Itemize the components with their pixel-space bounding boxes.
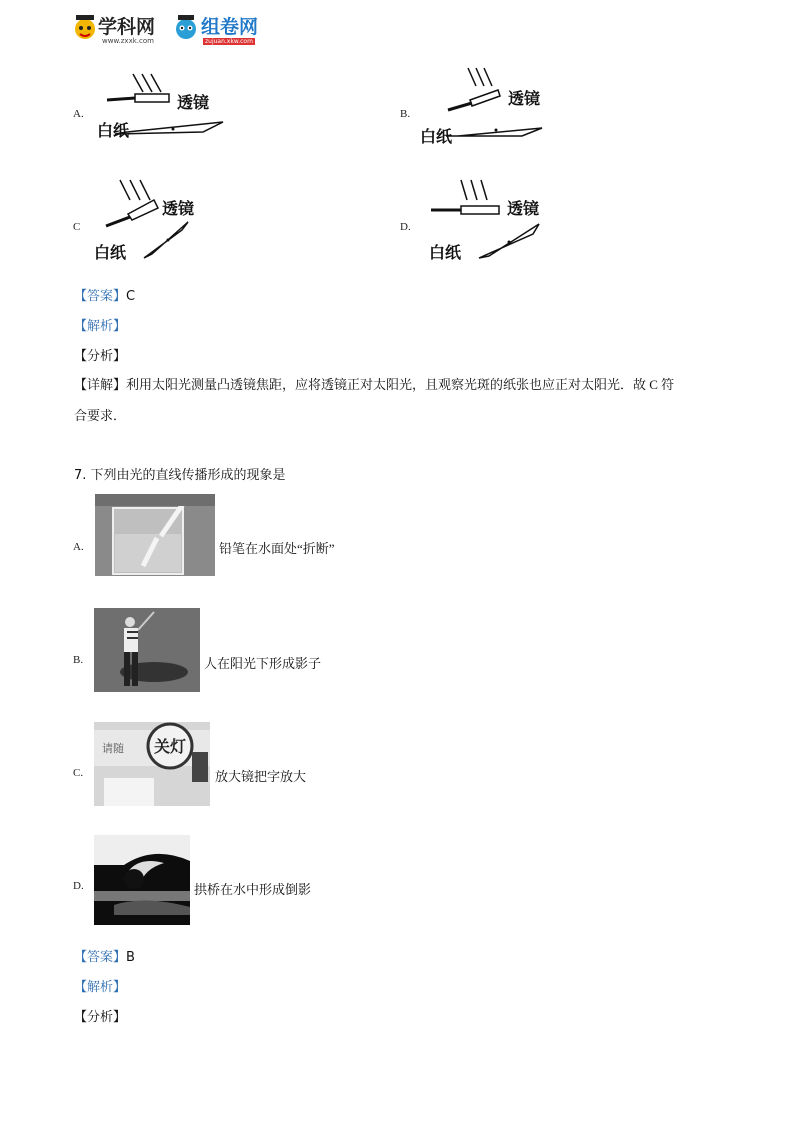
- q7-option-b-label: B.: [73, 654, 84, 666]
- option-c-label: C: [73, 221, 81, 233]
- diagram-a: [95, 72, 225, 147]
- q7-option-a-caption: 铅笔在水面处“折断”: [219, 541, 335, 556]
- zujuanwang-url: zujuan.xkw.com: [205, 38, 253, 45]
- q6-detail-line2: 合要求．: [74, 408, 127, 423]
- q6-jiexi-tag: 【解析】: [74, 319, 127, 334]
- option-a-label: A.: [73, 108, 84, 120]
- svg-text:请随: 请随: [102, 742, 124, 755]
- zujuan-mascot-icon: [173, 12, 199, 44]
- q7-answer-value: B: [126, 950, 135, 965]
- q7-option-d-caption: 拱桥在水中形成倒影: [194, 882, 312, 897]
- paper-label-d: 白纸: [429, 243, 462, 262]
- q7-number: 7.: [74, 468, 87, 483]
- q7-option-b-caption: 人在阳光下形成影子: [204, 656, 322, 671]
- lens-label-a: 透镜: [177, 93, 210, 112]
- diagram-c: [92, 178, 222, 264]
- q7-jiexi-tag: 【解析】: [74, 980, 127, 995]
- zujuanwang-logo: 组卷网: [201, 16, 259, 38]
- q7-option-a-label: A.: [73, 541, 84, 553]
- photo-magnifier-sign: [94, 722, 210, 806]
- q6-answer-line: [74, 286, 135, 308]
- q6-fenxi-tag: 【分析】: [74, 349, 127, 364]
- photo-arch-bridge-reflection: [94, 835, 190, 925]
- q7-answer-line: [74, 947, 135, 969]
- xuekewang-logo: 学科网: [98, 16, 156, 38]
- q6-detail-line1: 【详解】利用太阳光测量凸透镜焦距，应将透镜正对太阳光，且观察光斑的纸张也应正对太阳光．故 C 符: [74, 377, 675, 393]
- diagram-d: [425, 178, 555, 264]
- diagram-b: [418, 66, 548, 148]
- q6-detail: [74, 374, 744, 427]
- photo-golfer-shadow: [94, 608, 200, 692]
- q7-option-d-label: D.: [73, 880, 84, 892]
- q7-option-c-caption: 放大镜把字放大: [215, 769, 307, 784]
- lens-label-c: 透镜: [162, 199, 195, 218]
- q7-stem: [74, 464, 286, 487]
- answer-value: C: [126, 289, 136, 304]
- mascot-icon: [72, 12, 98, 44]
- paper-label-b: 白纸: [420, 127, 453, 146]
- option-b-label: B.: [400, 108, 411, 120]
- q7-stem-text: 下列由光的直线传播形成的现象是: [90, 467, 286, 482]
- option-d-label: D.: [400, 221, 411, 233]
- xuekewang-url: www.zxxk.com: [102, 37, 154, 45]
- header: [70, 10, 280, 50]
- q7-fenxi-tag: 【分析】: [74, 1010, 127, 1025]
- q7-answer-tag: 【答案】: [74, 950, 127, 965]
- answer-tag: 【答案】: [74, 289, 127, 304]
- q7-option-c-label: C.: [73, 767, 84, 779]
- lens-label-b: 透镜: [508, 89, 541, 108]
- sign-magnified-text: 关灯: [154, 737, 187, 756]
- lens-label-d: 透镜: [507, 199, 540, 218]
- paper-label-c: 白纸: [94, 243, 127, 262]
- photo-pencil-in-water: [95, 494, 215, 576]
- paper-label-a: 白纸: [97, 121, 130, 140]
- detail-tag: 【详解】: [74, 378, 127, 393]
